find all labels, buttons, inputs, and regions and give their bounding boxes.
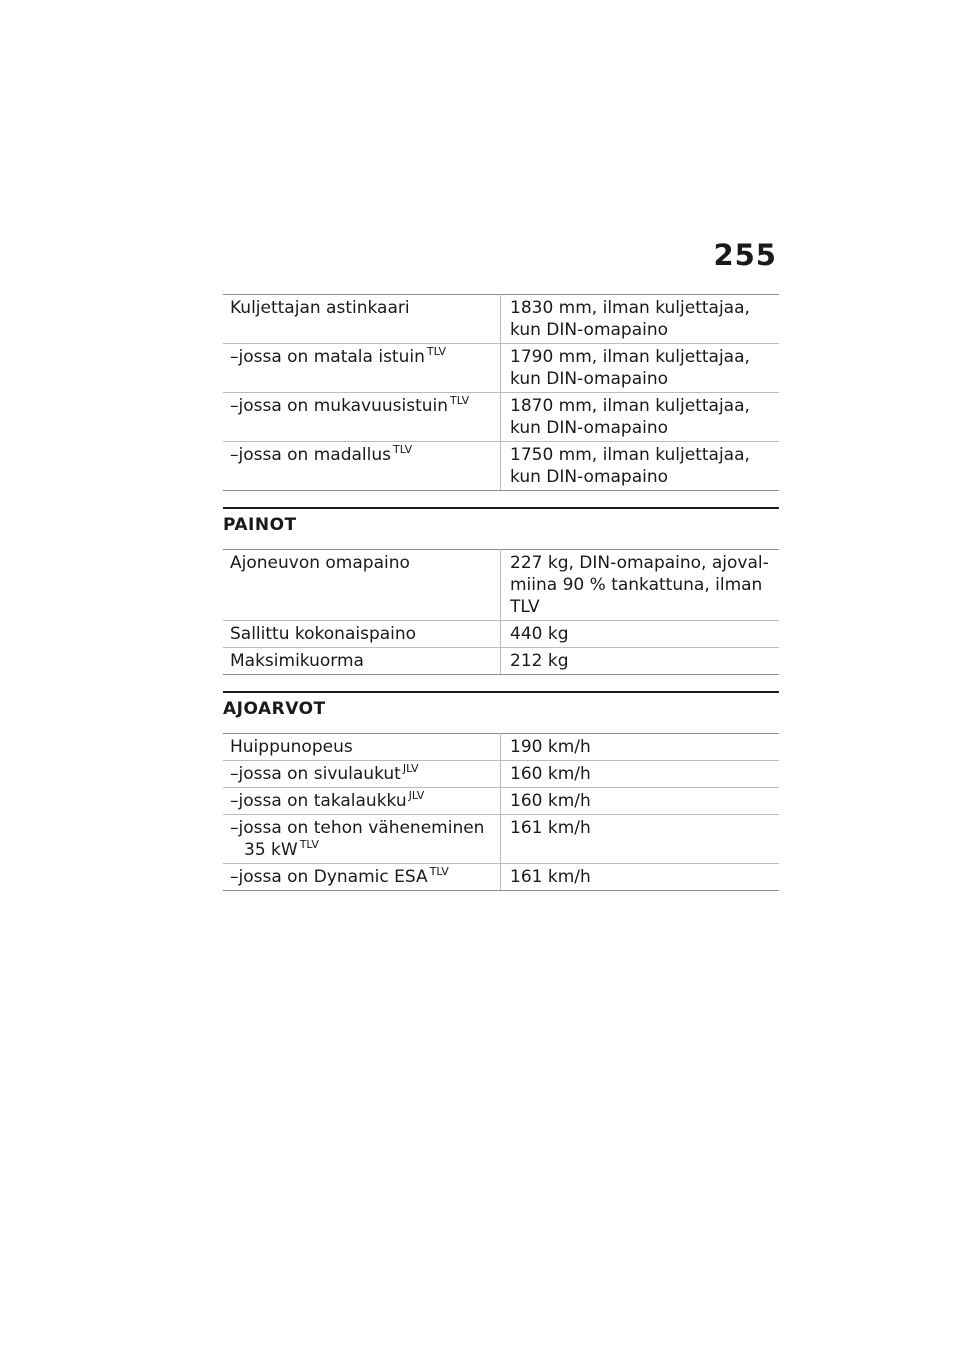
spec-label: Ajoneuvon omapaino bbox=[223, 550, 501, 621]
spec-label: –jossa on madallus $^{TLV}$ bbox=[223, 442, 501, 491]
spec-label: –jossa on mukavuusistuin $^{TLV}$ bbox=[223, 393, 501, 442]
spec-value: 190 km/h bbox=[501, 734, 780, 761]
table-row bbox=[223, 815, 779, 864]
superscript-note: TLV bbox=[299, 838, 319, 851]
spec-value: 161 km/h bbox=[501, 864, 780, 891]
table-row bbox=[223, 648, 779, 675]
table-row bbox=[223, 761, 779, 788]
spec-value: 1790 mm, ilman kuljettajaa, kun DIN-omapaino bbox=[501, 344, 780, 393]
table-row bbox=[223, 344, 779, 393]
spec-value: 1830 mm, ilman kuljettajaa, kun DIN-omapaino bbox=[501, 295, 780, 344]
table-row bbox=[223, 864, 779, 891]
table-row bbox=[223, 734, 779, 761]
spec-value: 160 km/h bbox=[501, 788, 780, 815]
spec-label: Huippunopeus bbox=[223, 734, 501, 761]
table-row bbox=[223, 788, 779, 815]
table-row bbox=[223, 550, 779, 621]
superscript-note: TLV bbox=[450, 394, 470, 407]
spec-label: –jossa on tehon väheneminen 35 kW $^{TLV}$ bbox=[223, 815, 501, 864]
spec-value: 1870 mm, ilman kuljettajaa, kun DIN-omapaino bbox=[501, 393, 780, 442]
spec-value: 1750 mm, ilman kuljettajaa, kun DIN-omapaino bbox=[501, 442, 780, 491]
spec-value: 440 kg bbox=[501, 621, 780, 648]
section-heading-painot: PAINOT bbox=[223, 507, 779, 543]
superscript-note: TLV bbox=[429, 865, 449, 878]
spec-value: 161 km/h bbox=[501, 815, 780, 864]
spec-value: 212 kg bbox=[501, 648, 780, 675]
spec-label: –jossa on Dynamic ESA $^{TLV}$ bbox=[223, 864, 501, 891]
table-row bbox=[223, 442, 779, 491]
superscript-note: TLV bbox=[426, 345, 447, 358]
performance-table bbox=[223, 733, 779, 891]
superscript-note: TLV bbox=[393, 443, 413, 456]
superscript-note: JLV bbox=[408, 789, 425, 802]
spec-label: –jossa on takalaukku $^{JLV}$ bbox=[223, 788, 501, 815]
weights-table bbox=[223, 549, 779, 675]
spec-label: Kuljettajan astinkaari bbox=[223, 295, 501, 344]
spec-value: 227 kg, DIN-omapaino, ajoval-miina 90 % tankattuna, ilman TLV bbox=[501, 550, 780, 621]
page-number: 255 bbox=[713, 238, 777, 272]
spec-value: 160 km/h bbox=[501, 761, 780, 788]
spec-label: Sallittu kokonaispaino bbox=[223, 621, 501, 648]
table-row bbox=[223, 295, 779, 344]
superscript-note: JLV bbox=[402, 762, 419, 775]
spec-label: –jossa on matala istuin $^{TLV}$ bbox=[223, 344, 501, 393]
section-heading-ajoarvot: AJOARVOT bbox=[223, 691, 779, 727]
table-row bbox=[223, 393, 779, 442]
spec-content bbox=[223, 294, 779, 891]
spec-label: –jossa on sivulaukut $^{JLV}$ bbox=[223, 761, 501, 788]
table-row bbox=[223, 621, 779, 648]
seat-height-table bbox=[223, 294, 779, 491]
spec-label: Maksimikuorma bbox=[223, 648, 501, 675]
